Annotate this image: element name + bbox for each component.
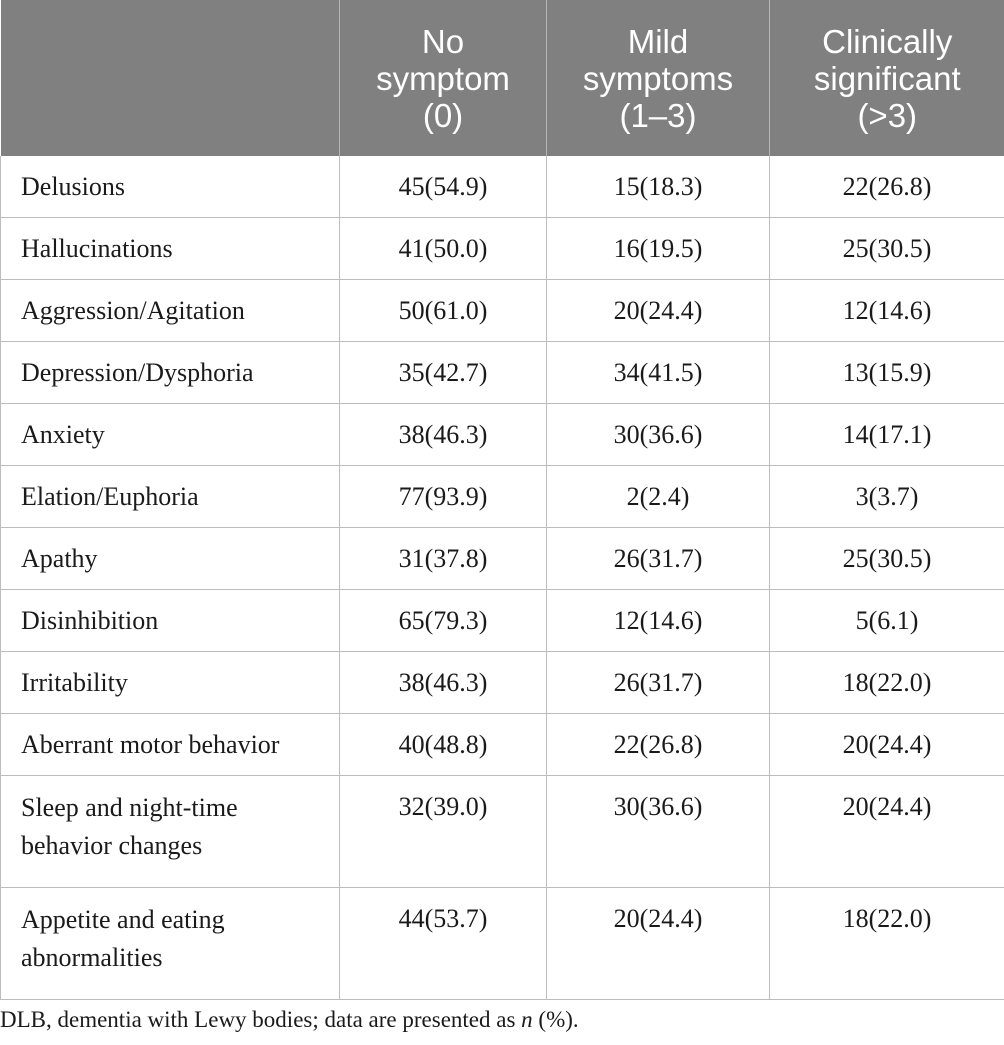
row-label: Irritability bbox=[1, 652, 340, 714]
header-cell-mild-symptoms bbox=[547, 0, 770, 156]
table-footnote bbox=[0, 1004, 579, 1036]
cell-no-symptom: 38(46.3) bbox=[340, 652, 547, 714]
footnote-italic-n: n bbox=[521, 1007, 533, 1032]
header-line: Mild bbox=[627, 22, 689, 60]
table-row bbox=[1, 590, 1004, 652]
header-cell-symptom bbox=[1, 0, 340, 156]
row-label: Depression/Dysphoria bbox=[1, 342, 340, 404]
header-line: No bbox=[421, 22, 465, 60]
row-label: Hallucinations bbox=[1, 218, 340, 280]
header-line: symptom bbox=[376, 59, 510, 97]
cell-mild: 20(24.4) bbox=[547, 888, 770, 1000]
row-label: Apathy bbox=[1, 528, 340, 590]
table-header bbox=[1, 0, 1004, 156]
row-label: Appetite and eating abnormalities bbox=[1, 888, 340, 1000]
cell-significant: 13(15.9) bbox=[770, 342, 1004, 404]
cell-significant: 18(22.0) bbox=[770, 888, 1004, 1000]
cell-significant: 22(26.8) bbox=[770, 156, 1004, 218]
table-row bbox=[1, 888, 1004, 1000]
cell-mild: 30(36.6) bbox=[547, 776, 770, 888]
cell-mild: 26(31.7) bbox=[547, 652, 770, 714]
cell-mild: 34(41.5) bbox=[547, 342, 770, 404]
table-row bbox=[1, 714, 1004, 776]
header-row bbox=[1, 0, 1004, 156]
cell-no-symptom: 38(46.3) bbox=[340, 404, 547, 466]
cell-mild: 20(24.4) bbox=[547, 280, 770, 342]
cell-no-symptom: 50(61.0) bbox=[340, 280, 547, 342]
table-row bbox=[1, 218, 1004, 280]
cell-mild: 30(36.6) bbox=[547, 404, 770, 466]
header-line: (>3) bbox=[857, 96, 918, 134]
cell-no-symptom: 31(37.8) bbox=[340, 528, 547, 590]
header-cell-no-symptom bbox=[340, 0, 547, 156]
cell-no-symptom: 45(54.9) bbox=[340, 156, 547, 218]
table-row bbox=[1, 466, 1004, 528]
cell-significant: 3(3.7) bbox=[770, 466, 1004, 528]
row-label: Delusions bbox=[1, 156, 340, 218]
row-label: Aberrant motor behavior bbox=[1, 714, 340, 776]
table-row bbox=[1, 404, 1004, 466]
header-cell-clinically-significant bbox=[770, 0, 1004, 156]
cell-significant: 20(24.4) bbox=[770, 714, 1004, 776]
cell-significant: 14(17.1) bbox=[770, 404, 1004, 466]
header-line: significant bbox=[813, 59, 961, 97]
cell-mild: 16(19.5) bbox=[547, 218, 770, 280]
table-row bbox=[1, 156, 1004, 218]
header-line: (1–3) bbox=[619, 96, 697, 134]
row-label: Elation/Euphoria bbox=[1, 466, 340, 528]
cell-significant: 25(30.5) bbox=[770, 528, 1004, 590]
cell-significant: 12(14.6) bbox=[770, 280, 1004, 342]
cell-significant: 20(24.4) bbox=[770, 776, 1004, 888]
cell-mild: 12(14.6) bbox=[547, 590, 770, 652]
row-label: Aggression/Agitation bbox=[1, 280, 340, 342]
cell-no-symptom: 35(42.7) bbox=[340, 342, 547, 404]
cell-mild: 15(18.3) bbox=[547, 156, 770, 218]
cell-no-symptom: 65(79.3) bbox=[340, 590, 547, 652]
cell-no-symptom: 32(39.0) bbox=[340, 776, 547, 888]
table-body bbox=[1, 156, 1004, 1000]
table-row bbox=[1, 342, 1004, 404]
row-label: Anxiety bbox=[1, 404, 340, 466]
footnote-prefix: DLB, dementia with Lewy bodies; data are presented as bbox=[0, 1007, 522, 1032]
cell-significant: 25(30.5) bbox=[770, 218, 1004, 280]
cell-no-symptom: 77(93.9) bbox=[340, 466, 547, 528]
cell-mild: 2(2.4) bbox=[547, 466, 770, 528]
table-row bbox=[1, 652, 1004, 714]
cell-mild: 26(31.7) bbox=[547, 528, 770, 590]
header-line: Clinically bbox=[822, 22, 953, 60]
row-label: Sleep and night-time behavior changes bbox=[1, 776, 340, 888]
cell-significant: 5(6.1) bbox=[770, 590, 1004, 652]
row-label: Disinhibition bbox=[1, 590, 340, 652]
footnote-suffix: (%). bbox=[532, 1007, 579, 1032]
header-line: (0) bbox=[422, 96, 464, 134]
cell-no-symptom: 40(48.8) bbox=[340, 714, 547, 776]
header-line: symptoms bbox=[582, 59, 734, 97]
cell-significant: 18(22.0) bbox=[770, 652, 1004, 714]
table-row bbox=[1, 776, 1004, 888]
cell-mild: 22(26.8) bbox=[547, 714, 770, 776]
cell-no-symptom: 41(50.0) bbox=[340, 218, 547, 280]
table-row bbox=[1, 280, 1004, 342]
table-row bbox=[1, 528, 1004, 590]
cell-no-symptom: 44(53.7) bbox=[340, 888, 547, 1000]
